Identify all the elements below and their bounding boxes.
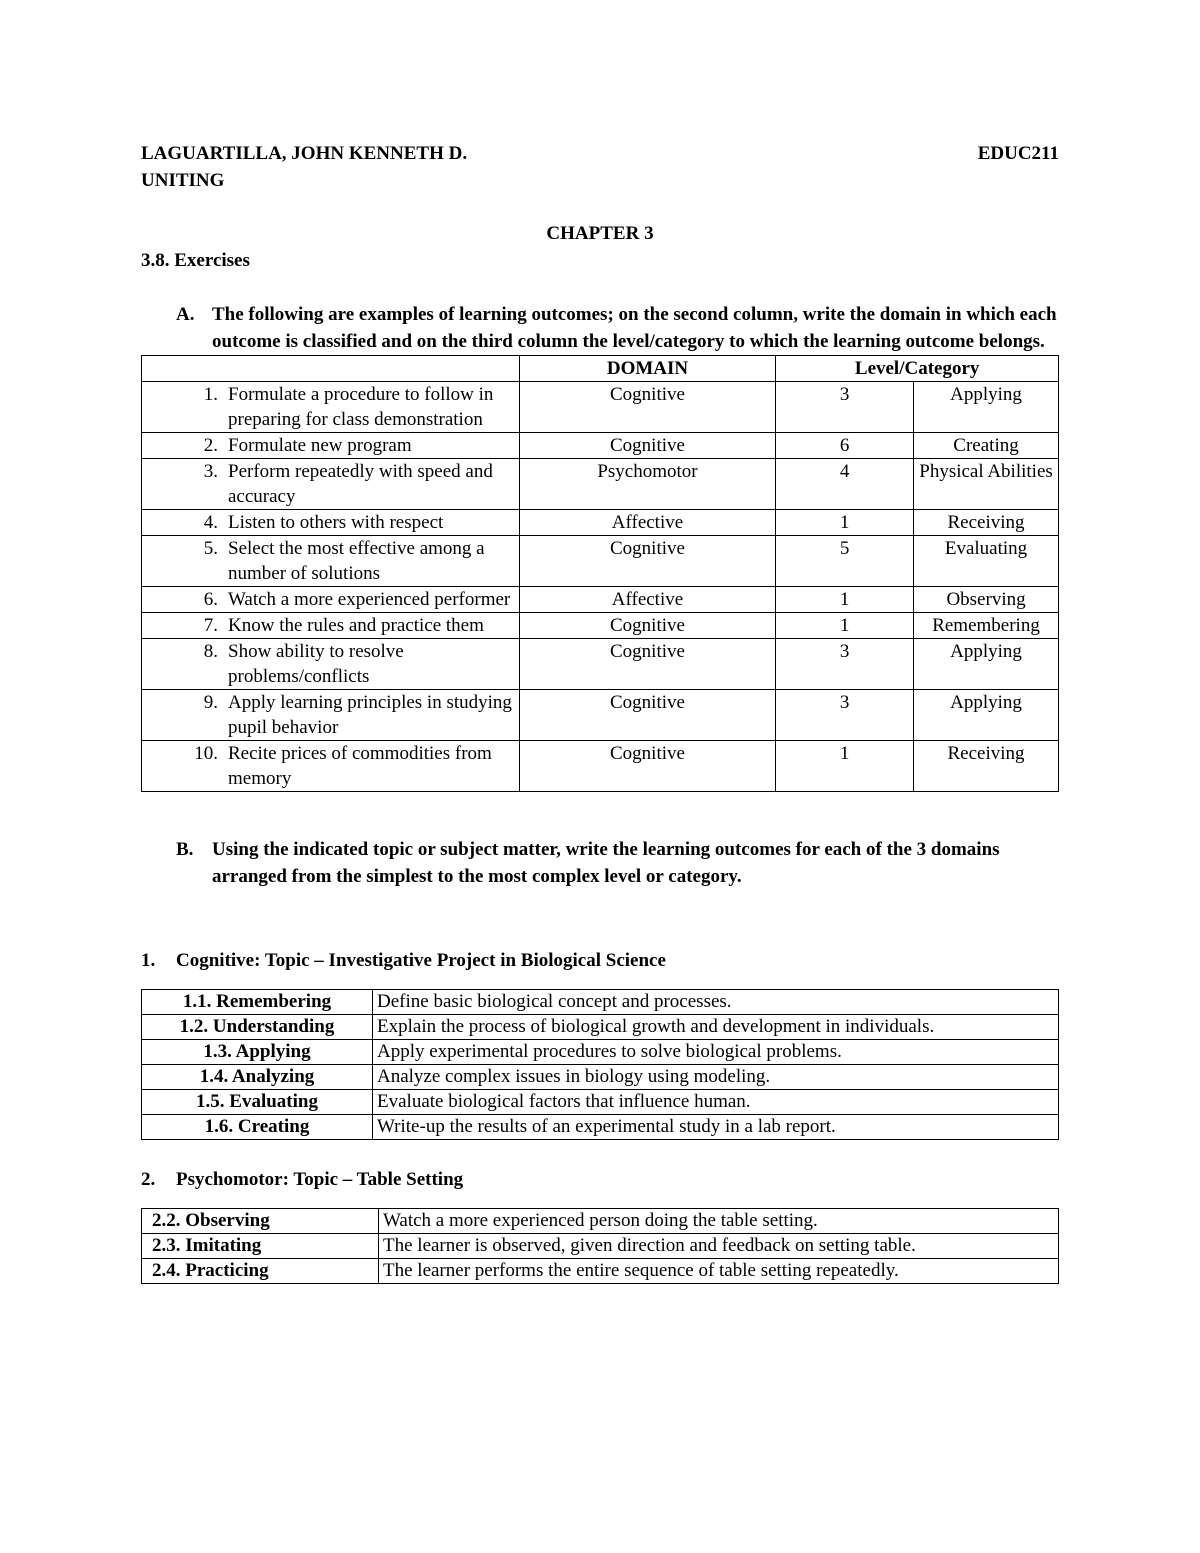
outcome-wrapper: [146, 613, 515, 638]
school-name: UNITING: [141, 170, 225, 191]
outcome-wrapper: [146, 382, 515, 432]
learning-outcome-cell: Evaluate biological factors that influence human.: [373, 1090, 1059, 1115]
domain-cell: Cognitive: [519, 382, 776, 433]
table-row: [142, 1259, 1059, 1284]
level-number-cell: 4: [776, 459, 914, 510]
category-cell: Applying: [914, 382, 1059, 433]
table-row: [142, 1015, 1059, 1040]
section-title: 3.8. Exercises: [141, 250, 250, 271]
outcome-text: Select the most effective among a number of solutions: [228, 538, 485, 584]
outcome-number: 9.: [203, 692, 218, 713]
outcome-text: Apply learning principles in studying pupil behavior: [228, 692, 512, 738]
level-label-cell: 1.2. Understanding: [142, 1015, 373, 1040]
part-b-letter: B.: [176, 839, 194, 860]
outcome-cell: [142, 459, 520, 510]
header: [141, 140, 1059, 167]
outcome-cell: [142, 741, 520, 792]
outcome-cell: [142, 510, 520, 536]
domain-cell: Cognitive: [519, 536, 776, 587]
table-row: [142, 536, 1059, 587]
outcome-number: 3.: [203, 461, 218, 482]
part-b-text: Using the indicated topic or subject matter, write the learning outcomes for each of the 3 domains arranged from the simplest to the most complex level or category.: [212, 839, 1000, 887]
level-label-cell: 1.4. Analyzing: [142, 1065, 373, 1090]
learning-outcome-cell: The learner performs the entire sequence of table setting repeatedly.: [379, 1259, 1059, 1284]
outcome-column-header: [142, 356, 520, 382]
domain-column-header: DOMAIN: [519, 356, 776, 382]
level-number-cell: 3: [776, 382, 914, 433]
category-cell: Remembering: [914, 613, 1059, 639]
table-row: [142, 613, 1059, 639]
table-row: [142, 639, 1059, 690]
learning-outcome-cell: Explain the process of biological growth and development in individuals.: [373, 1015, 1059, 1040]
student-name: LAGUARTILLA, JOHN KENNETH D.: [141, 143, 468, 164]
level-number-cell: 1: [776, 613, 914, 639]
outcome-text: Formulate new program: [228, 435, 412, 456]
domain-cell: Cognitive: [519, 613, 776, 639]
level-number-cell: 5: [776, 536, 914, 587]
domain-cell: Psychomotor: [519, 459, 776, 510]
level-label-cell: 2.4. Practicing: [142, 1259, 379, 1284]
outcome-text: Perform repeatedly with speed and accuracy: [228, 461, 493, 507]
table-row: [142, 1209, 1059, 1234]
domain-cell: Affective: [519, 587, 776, 613]
outcome-text: Listen to others with respect: [228, 512, 444, 533]
level-label-cell: 2.2. Observing: [142, 1209, 379, 1234]
table-row: [142, 1065, 1059, 1090]
level-number-cell: 6: [776, 433, 914, 459]
outcome-number: 2.: [203, 435, 218, 456]
psychomotor-heading: [141, 1166, 1059, 1193]
outcome-wrapper: [146, 587, 515, 612]
level-number-cell: 3: [776, 690, 914, 741]
category-cell: Receiving: [914, 741, 1059, 792]
table-row: [142, 990, 1059, 1015]
outcome-number: 10.: [194, 743, 218, 764]
learning-outcome-cell: Apply experimental procedures to solve biological problems.: [373, 1040, 1059, 1065]
cognitive-heading: [141, 947, 1059, 974]
level-number-cell: 1: [776, 510, 914, 536]
domain-cell: Affective: [519, 510, 776, 536]
psychomotor-number: 2.: [141, 1169, 156, 1190]
table-header-row: [142, 356, 1059, 382]
learning-outcomes-table: [141, 355, 1059, 792]
outcome-number: 5.: [203, 538, 218, 559]
part-a-instruction: [141, 301, 1059, 355]
category-cell: Evaluating: [914, 536, 1059, 587]
category-cell: Receiving: [914, 510, 1059, 536]
table-row: [142, 382, 1059, 433]
outcome-wrapper: [146, 459, 515, 509]
level-label-cell: 1.5. Evaluating: [142, 1090, 373, 1115]
level-label-cell: 1.1. Remembering: [142, 990, 373, 1015]
domain-cell: Cognitive: [519, 433, 776, 459]
level-column-header: Level/Category: [776, 356, 1059, 382]
table-row: [142, 1234, 1059, 1259]
outcome-cell: [142, 587, 520, 613]
part-a-text: The following are examples of learning outcomes; on the second column, write the domain in which each outcome is classified and on the third column the level/category to which the learning outcome belongs.: [212, 304, 1057, 352]
table-row: [142, 1090, 1059, 1115]
outcome-text: Watch a more experienced performer: [228, 589, 511, 610]
category-cell: Observing: [914, 587, 1059, 613]
outcome-cell: [142, 382, 520, 433]
outcome-wrapper: [146, 690, 515, 740]
outcome-wrapper: [146, 536, 515, 586]
table-row: [142, 587, 1059, 613]
outcome-number: 1.: [203, 384, 218, 405]
table-row: [142, 1040, 1059, 1065]
table-row: [142, 433, 1059, 459]
outcome-wrapper: [146, 741, 515, 791]
table-row: [142, 690, 1059, 741]
domain-cell: Cognitive: [519, 741, 776, 792]
document-page: [141, 140, 1059, 1284]
table-row: [142, 741, 1059, 792]
outcome-cell: [142, 536, 520, 587]
learning-outcome-cell: Define basic biological concept and processes.: [373, 990, 1059, 1015]
outcome-cell: [142, 690, 520, 741]
level-label-cell: 1.3. Applying: [142, 1040, 373, 1065]
outcome-number: 8.: [203, 641, 218, 662]
learning-outcome-cell: Write-up the results of an experimental study in a lab report.: [373, 1115, 1059, 1140]
level-label-cell: 1.6. Creating: [142, 1115, 373, 1140]
outcome-wrapper: [146, 433, 515, 458]
level-number-cell: 1: [776, 587, 914, 613]
outcome-wrapper: [146, 639, 515, 689]
outcome-wrapper: [146, 510, 515, 535]
course-code: EDUC211: [977, 143, 1059, 164]
outcome-number: 7.: [203, 615, 218, 636]
table-row: [142, 459, 1059, 510]
level-number-cell: 1: [776, 741, 914, 792]
part-a-letter: A.: [176, 304, 195, 325]
learning-outcome-cell: Analyze complex issues in biology using modeling.: [373, 1065, 1059, 1090]
chapter-title: CHAPTER 3: [546, 223, 654, 244]
table-row: [142, 510, 1059, 536]
category-cell: Applying: [914, 690, 1059, 741]
category-cell: Creating: [914, 433, 1059, 459]
cognitive-number: 1.: [141, 950, 156, 971]
part-b-instruction: [141, 836, 1059, 890]
domain-cell: Cognitive: [519, 690, 776, 741]
outcome-number: 4.: [203, 512, 218, 533]
outcome-text: Show ability to resolve problems/conflicts: [228, 641, 404, 687]
level-number-cell: 3: [776, 639, 914, 690]
outcome-cell: [142, 639, 520, 690]
cognitive-heading-text: Cognitive: Topic – Investigative Project in Biological Science: [176, 950, 666, 971]
level-label-cell: 2.3. Imitating: [142, 1234, 379, 1259]
domain-cell: Cognitive: [519, 639, 776, 690]
outcome-text: Recite prices of commodities from memory: [228, 743, 492, 789]
table-row: [142, 1115, 1059, 1140]
outcome-text: Know the rules and practice them: [228, 615, 484, 636]
psychomotor-table: [141, 1208, 1059, 1284]
category-cell: Physical Abilities: [914, 459, 1059, 510]
learning-outcome-cell: The learner is observed, given direction and feedback on setting table.: [379, 1234, 1059, 1259]
cognitive-table: [141, 989, 1059, 1140]
outcome-number: 6.: [203, 589, 218, 610]
category-cell: Applying: [914, 639, 1059, 690]
psychomotor-heading-text: Psychomotor: Topic – Table Setting: [176, 1169, 464, 1190]
outcome-cell: [142, 433, 520, 459]
learning-outcome-cell: Watch a more experienced person doing the table setting.: [379, 1209, 1059, 1234]
outcome-cell: [142, 613, 520, 639]
outcome-text: Formulate a procedure to follow in preparing for class demonstration: [228, 384, 494, 430]
